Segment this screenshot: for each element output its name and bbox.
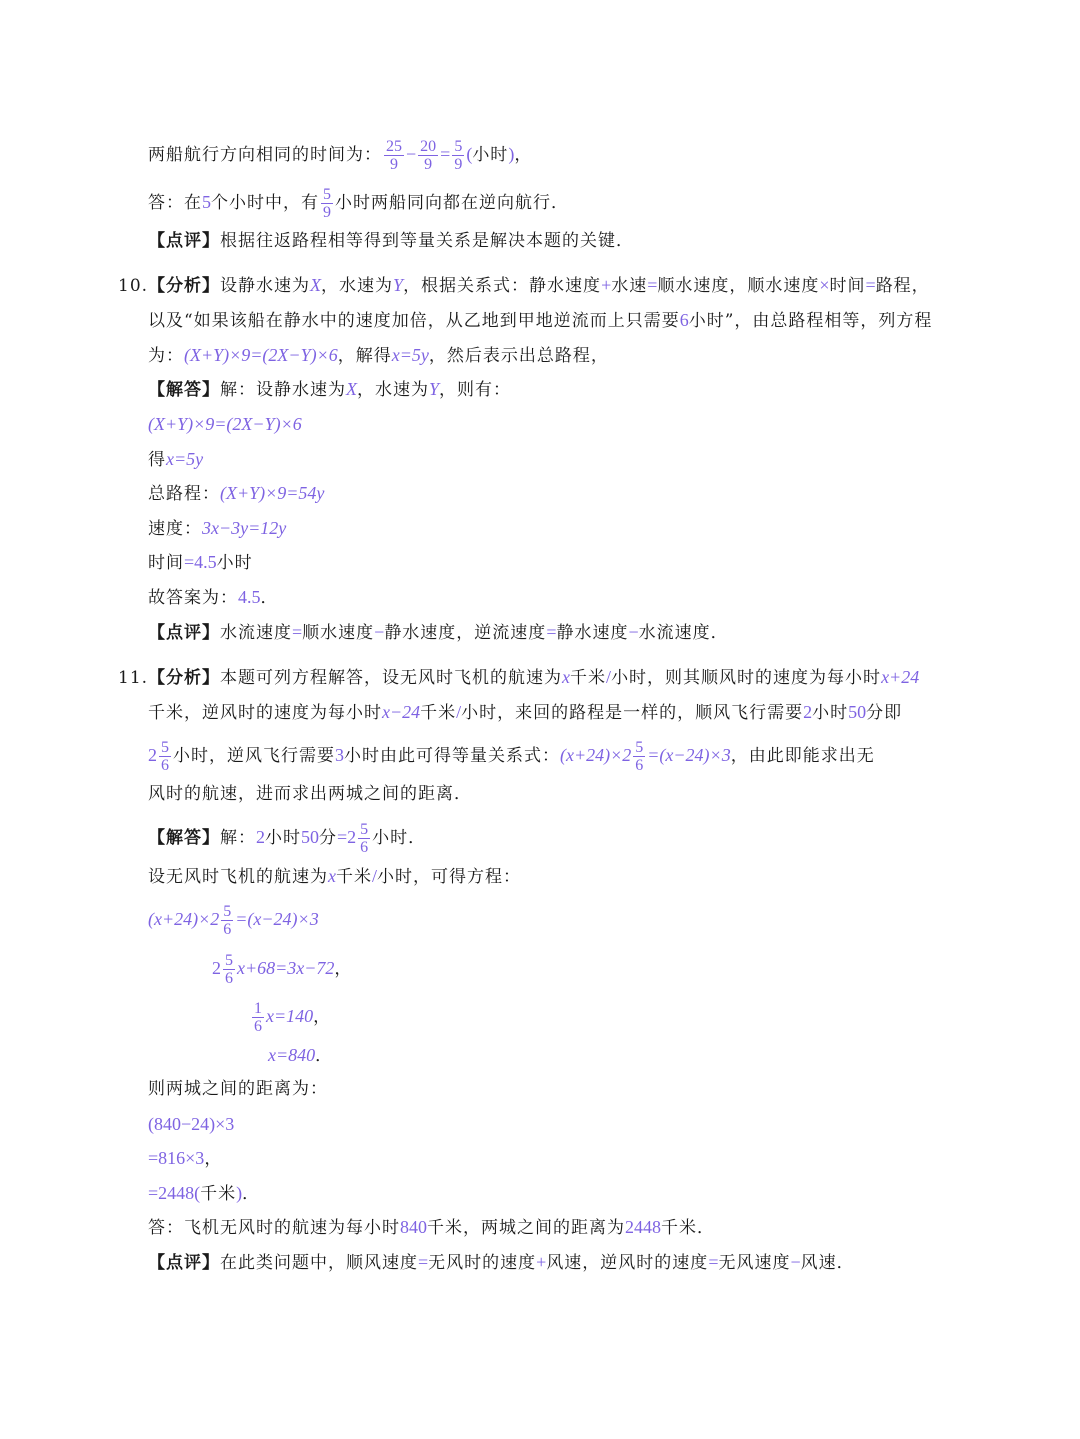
text: 设无风时飞机的航速为 [148, 867, 328, 887]
equals-sign: = [292, 622, 303, 642]
text: ． [260, 588, 279, 608]
q11-distance-step-2 [148, 1144, 222, 1173]
text: ， [334, 959, 353, 979]
numerator: 5 [323, 186, 331, 203]
text: 千米． [661, 1218, 715, 1238]
text: ，水速为 [357, 380, 429, 400]
q11-distance-intro [148, 1075, 328, 1103]
fraction-5-9 [452, 138, 464, 173]
text: 分 [319, 828, 337, 848]
text: 小时 [265, 828, 301, 848]
expression: =2448( [148, 1183, 201, 1203]
equation: 3x−3y=12y [202, 518, 287, 538]
equation: x=5y [166, 449, 204, 469]
expression: x−24 [382, 702, 421, 722]
var-X: X [346, 379, 357, 399]
text: 在此类问题中，顺风速度 [220, 1253, 418, 1273]
fraction-5-6 [221, 903, 233, 938]
text: 个小时中，有 [211, 193, 319, 213]
var-x: x [328, 866, 336, 886]
number: 2 [256, 827, 265, 847]
minus-sign: − [790, 1252, 801, 1272]
fraction-5-9 [321, 186, 333, 221]
slash: / [372, 866, 378, 886]
number: 2448 [625, 1217, 661, 1237]
text: 为： [148, 346, 184, 366]
q11-analysis-line-2 [148, 698, 902, 727]
var-Y: Y [429, 379, 440, 399]
denominator: 9 [323, 204, 331, 221]
text: 千米 [420, 703, 457, 723]
expression: x+68=3x−72 [237, 958, 335, 978]
denominator: 6 [223, 921, 232, 938]
text: 静水速度，逆流速度 [384, 623, 547, 643]
q11-setup-line [148, 862, 521, 891]
text: 分即 [866, 703, 903, 723]
q11-comment [148, 1248, 855, 1277]
equals-sign: = [546, 622, 557, 642]
text: 答：在 [148, 193, 202, 213]
expression: (x+24)×2 [148, 909, 220, 929]
expression: x+24 [881, 667, 920, 687]
text: 小时，则其顺风时的速度为每小时 [611, 668, 882, 688]
comment-tag: 【点评】 [148, 231, 220, 251]
var-Y: Y [393, 275, 404, 295]
text: 水速 [611, 276, 648, 296]
text: ． [242, 1184, 261, 1204]
paren-close: ) [236, 1183, 243, 1203]
text: ， [204, 1149, 223, 1169]
text: ， [514, 145, 533, 165]
text: ． [315, 1046, 334, 1066]
text: 小时，逆风飞行需要 [173, 746, 335, 766]
equation: x=5y [391, 345, 429, 365]
text: ，水速为 [321, 276, 394, 296]
text: 小时． [372, 828, 427, 848]
expression: =(x−24)×3 [235, 909, 319, 929]
text: 无风时的速度 [428, 1253, 537, 1273]
text: 千米，两城之间的距离为 [427, 1218, 625, 1238]
q11-equation-4 [268, 1041, 333, 1070]
denominator: 9 [390, 156, 398, 173]
comment-tag: 【点评】 [148, 1253, 220, 1273]
text: 水流速度． [638, 623, 729, 643]
numerator: 1 [254, 1000, 262, 1017]
text: 无风速度 [718, 1253, 791, 1273]
text: 小时由此可得等量关系式： [344, 746, 560, 766]
analysis-tag: 【分析】 [148, 276, 221, 296]
unit-text: 千米 [200, 1184, 237, 1204]
text: 故答案为： [148, 588, 238, 608]
fraction-5-6 [159, 739, 171, 774]
text: 千米，逆风时的速度为每小时 [148, 703, 382, 723]
text: 以及“如果该船在静水中的速度加倍，从乙地到甲地逆流而上只需要 [148, 311, 680, 331]
text: ，然后表示出总路程， [428, 346, 609, 366]
answer-line [148, 186, 569, 221]
fraction-5-6 [223, 952, 235, 987]
numerator: 5 [223, 903, 232, 920]
problem-number: 11. [118, 668, 149, 688]
fraction-20-9 [418, 138, 438, 173]
denominator: 6 [254, 1018, 262, 1035]
numerator: 5 [225, 952, 233, 969]
q10-comment [148, 618, 729, 647]
text: 速度： [148, 519, 202, 539]
expression: (840−24)×3 [148, 1114, 235, 1134]
plus-sign: + [601, 275, 612, 295]
var-x: x [562, 667, 571, 687]
numerator: 5 [635, 739, 644, 756]
fraction-5-6 [633, 739, 645, 774]
solution-tag: 【解答】 [148, 828, 220, 848]
text: 总路程： [148, 484, 220, 504]
q11-analysis-line-4 [148, 780, 472, 808]
minus-sign: − [374, 622, 385, 642]
text: 风速，逆风时的速度 [546, 1253, 709, 1273]
comment-line [148, 227, 634, 255]
numerator: 5 [161, 739, 169, 756]
number: 6 [679, 310, 689, 330]
text: 根据往返路程相等得到等量关系是解决本题的关键． [220, 231, 634, 251]
expression: x=840 [268, 1045, 316, 1065]
text: 时间 [829, 276, 866, 296]
q11-distance-step-3 [148, 1179, 260, 1208]
q10-total-distance [148, 479, 324, 508]
plus-sign: + [536, 1252, 547, 1272]
q10-speed [148, 514, 286, 543]
q10-analysis-line-3 [148, 341, 609, 370]
paren-close: ) [508, 144, 515, 164]
text: 小时 [812, 703, 849, 723]
minus-sign: − [628, 622, 639, 642]
number: 2 [803, 702, 813, 722]
expression: =2 [337, 827, 357, 847]
q10-result-x [148, 445, 203, 474]
mixed-whole: 2 [212, 958, 221, 978]
q11-solution-intro [148, 821, 426, 856]
number: 50 [848, 702, 867, 722]
q11-analysis-line-3 [148, 739, 875, 774]
text: ，则有： [439, 380, 512, 400]
q10-analysis-line-1 [118, 271, 930, 300]
text: 设静水速为 [220, 276, 311, 296]
text: 小时 [216, 553, 253, 573]
paren-open: ( [466, 144, 473, 164]
number: 3 [335, 745, 344, 765]
text: 本题可列方程解答，设无风时飞机的航速为 [220, 668, 563, 688]
text: 解： [220, 828, 256, 848]
number: 840 [400, 1217, 427, 1237]
problem-number: 10. [118, 276, 149, 296]
text: 路程， [875, 276, 930, 296]
text: 水流速度 [220, 623, 292, 643]
numerator: 5 [454, 138, 463, 155]
analysis-tag: 【分析】 [148, 668, 221, 688]
equation: (X+Y)×9=(2X−Y)×6 [184, 345, 338, 365]
times-sign: × [819, 275, 830, 295]
expression: x=140 [266, 1006, 314, 1026]
expression: =(x−24)×3 [647, 745, 731, 765]
equation: (X+Y)×9=54y [220, 483, 325, 503]
numerator: 25 [386, 138, 402, 155]
q11-equation-3 [250, 1000, 331, 1035]
comment-tag: 【点评】 [148, 623, 220, 643]
text: ， [313, 1007, 332, 1027]
equals-sign: = [708, 1252, 719, 1272]
numerator: 20 [420, 138, 437, 155]
fraction-25-9 [384, 138, 404, 173]
text: 小时”，由总路程相等，列方程 [688, 311, 933, 331]
text: 两船航行方向相同的时间为： [148, 145, 382, 165]
text: 得 [148, 450, 166, 470]
solution-tag: 【解答】 [148, 380, 220, 400]
q10-analysis-line-2 [148, 306, 932, 335]
number: 5 [202, 192, 211, 212]
text: 风时的航速，进而求出两城之间的距离． [148, 784, 472, 804]
denominator: 9 [454, 156, 463, 173]
number: 50 [301, 827, 319, 847]
q11-answer [148, 1213, 715, 1242]
fraction-5-6 [358, 821, 370, 856]
var-X: X [310, 275, 322, 295]
numerator: 5 [360, 821, 369, 838]
text: 则两城之间的距离为： [148, 1079, 328, 1099]
expression: =816×3 [148, 1148, 205, 1168]
equals-sign: = [418, 1252, 429, 1272]
q10-time [148, 548, 253, 577]
time-same-direction-line [148, 138, 532, 173]
text: 顺水速度，顺水速度 [657, 276, 820, 296]
fraction-1-6 [252, 1000, 264, 1035]
slash: / [456, 702, 462, 722]
text: 答：飞机无风时的航速为每小时 [148, 1218, 400, 1238]
equals-sign: = [865, 275, 876, 295]
equals-sign: = [647, 275, 658, 295]
text: 顺水速度 [302, 623, 375, 643]
minus-sign: − [406, 144, 417, 164]
denominator: 6 [161, 757, 169, 774]
equation: (X+Y)×9=(2X−Y)×6 [148, 414, 302, 434]
text: 时间 [148, 553, 184, 573]
slash: / [606, 667, 612, 687]
text: 千米 [336, 867, 372, 887]
text: ，根据关系式：静水速度 [403, 276, 602, 296]
text: 小时，来回的路程是一样的，顺风飞行需要 [461, 703, 804, 723]
q10-solution-intro [148, 375, 511, 404]
number: 4.5 [238, 587, 261, 607]
q10-equation-1 [148, 410, 302, 439]
denominator: 6 [635, 757, 644, 774]
text: 风速． [800, 1253, 855, 1273]
denominator: 9 [424, 156, 433, 173]
text: 小时，可得方程： [377, 867, 522, 887]
text: 解：设静水速为 [220, 380, 346, 400]
text: ，解得 [337, 346, 392, 366]
mixed-whole: 2 [148, 745, 157, 765]
equals-sign: = [440, 144, 451, 164]
text: 静水速度 [556, 623, 629, 643]
denominator: 6 [360, 839, 369, 856]
q11-equation-1 [148, 903, 319, 938]
equation: =4.5 [184, 552, 217, 572]
text: 小时两船同向都在逆向航行． [335, 193, 569, 213]
expression: (x+24)×2 [560, 745, 632, 765]
q10-final-answer [148, 583, 279, 612]
text: 千米 [570, 668, 607, 688]
unit-text: 小时 [472, 145, 509, 165]
q11-analysis-line-1 [118, 663, 919, 692]
q11-distance-step-1 [148, 1110, 234, 1139]
q11-equation-2 [212, 952, 352, 987]
denominator: 6 [225, 970, 233, 987]
text: ，由此即能求出无 [730, 746, 875, 766]
